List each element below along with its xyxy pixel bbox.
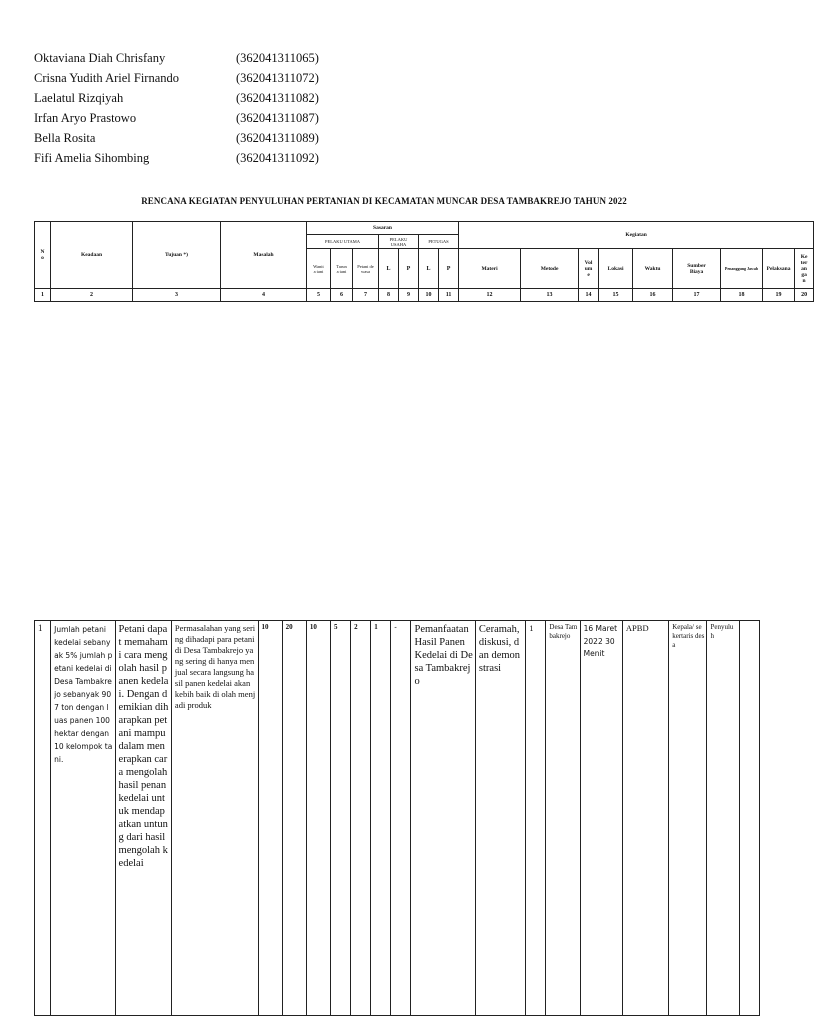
taruna-tani-header: Taruna tani: [331, 249, 353, 289]
row-number: 1: [35, 621, 51, 1016]
volume-cell: 1: [526, 621, 546, 1016]
sumber-biaya-header: Sumber Biaya: [673, 249, 721, 289]
wanita-tani-cell: 10: [258, 621, 282, 1016]
member-row: [34, 150, 454, 170]
column-number: 10: [419, 289, 439, 302]
column-number: 3: [133, 289, 221, 302]
member-row: [34, 90, 454, 110]
column-number: 14: [579, 289, 599, 302]
column-number: 19: [763, 289, 795, 302]
column-number: 15: [599, 289, 633, 302]
petani-dewasa-header: Petani dewasa: [353, 249, 379, 289]
usaha-p-cell: 2: [351, 621, 371, 1016]
member-row: [34, 50, 454, 70]
col-tujuan-header: Tujuan *): [133, 222, 221, 289]
waktu-cell: 16 Maret 2022 30 Menit: [580, 621, 622, 1016]
column-number: 13: [521, 289, 579, 302]
member-row: [34, 130, 454, 150]
column-number: 4: [221, 289, 307, 302]
usaha-l-cell: 5: [330, 621, 350, 1016]
member-name: Crisna Yudith Ariel Firnando: [34, 71, 180, 85]
member-name: Laelatul Rizqiyah: [34, 91, 124, 105]
lokasi-header: Lokasi: [599, 249, 633, 289]
column-number: 6: [331, 289, 353, 302]
keterangan-header: Keterangan: [795, 249, 814, 289]
member-id: (362041311065): [236, 51, 319, 65]
penanggung-jawab-header: Penanggung Jawab: [721, 249, 763, 289]
kegiatan-header: Kegiatan: [459, 222, 814, 249]
member-name: Irfan Aryo Prastowo: [34, 111, 137, 125]
column-number: 11: [439, 289, 459, 302]
petugas-p-cell: -: [391, 621, 411, 1016]
member-name: Fifi Amelia Sihombing: [34, 151, 150, 165]
usaha-p-header: P: [399, 249, 419, 289]
petugas-p-header: P: [439, 249, 459, 289]
masalah-cell: Permasalahan yang sering dihadapi para petani di Desa Tambakrejo yang sering di hanya menjual secara langsung hasil panen kedelai akan kebih baik di olah menjadi produk: [171, 621, 258, 1016]
metode-header: Metode: [521, 249, 579, 289]
column-number: 5: [307, 289, 331, 302]
column-number: 20: [795, 289, 814, 302]
plan-data-table: [34, 620, 760, 1016]
volume-header: Volume: [579, 249, 599, 289]
column-number: 7: [353, 289, 379, 302]
column-number: 9: [399, 289, 419, 302]
column-number-row: [35, 289, 814, 302]
member-id: (362041311072): [236, 71, 319, 85]
column-number: 16: [633, 289, 673, 302]
lokasi-cell: Desa Tambakrejo: [546, 621, 580, 1016]
column-number: 18: [721, 289, 763, 302]
petugas-l-cell: 1: [371, 621, 391, 1016]
petani-dewasa-cell: 10: [306, 621, 330, 1016]
pelaku-utama-header: PELAKU UTAMA: [307, 235, 379, 249]
member-id: (362041311082): [236, 91, 319, 105]
usaha-l-header: L: [379, 249, 399, 289]
keadaan-cell: Jumlah petani kedelai sebanyak 5% jumlah petani kedelai di Desa Tambakrejo sebanyak 907 ton dengan luas panen 100 hektar dengan 10 kelompok tani.: [51, 621, 115, 1016]
sumber-biaya-cell: APBD: [622, 621, 668, 1016]
column-number: 2: [51, 289, 133, 302]
column-number: 17: [673, 289, 721, 302]
penanggung-jawab-cell: Kepala/ sekertaris desa: [669, 621, 707, 1016]
waktu-header: Waktu: [633, 249, 673, 289]
document-title: RENCANA KEGIATAN PENYULUHAN PERTANIAN DI KECAMATAN MUNCAR DESA TAMBAKREJO TAHUN 2022: [141, 196, 627, 206]
member-id: (362041311087): [236, 111, 319, 125]
member-id: (362041311092): [236, 151, 319, 165]
column-number: 12: [459, 289, 521, 302]
member-row: [34, 110, 454, 130]
metode-cell: Ceramah, diskusi, dan demonstrasi: [475, 621, 525, 1016]
sasaran-header: Sasaran: [307, 222, 459, 235]
plan-header-table: [34, 221, 814, 302]
petugas-l-header: L: [419, 249, 439, 289]
col-no-header: No: [35, 222, 51, 289]
table-row: [35, 621, 760, 1016]
pelaksana-cell: Penyuluh: [707, 621, 739, 1016]
tujuan-cell: Petani dapat memahami cara mengolah hasil panen kedelai. Dengan demikian diharapkan petani mampu dalam menerapkan cara mengolah hasil penan kedelai untuk mendapatkan untung dari hasil mengolah kedelai: [115, 621, 171, 1016]
member-name: Bella Rosita: [34, 131, 96, 145]
member-name: Oktaviana Diah Chrisfany: [34, 51, 166, 65]
petugas-header: PETUGAS: [419, 235, 459, 249]
col-masalah-header: Masalah: [221, 222, 307, 289]
member-id: (362041311089): [236, 131, 319, 145]
member-row: [34, 70, 454, 90]
wanita-tani-header: Wanita tani: [307, 249, 331, 289]
member-list: [34, 50, 454, 170]
keterangan-cell: [739, 621, 759, 1016]
col-keadaan-header: Keadaan: [51, 222, 133, 289]
pelaku-usaha-header: PELAKU USAHA: [379, 235, 419, 249]
taruna-tani-cell: 20: [282, 621, 306, 1016]
column-number: 8: [379, 289, 399, 302]
materi-cell: Pemanfaatan Hasil Panen Kedelai di Desa Tambakrejo: [411, 621, 475, 1016]
materi-header: Materi: [459, 249, 521, 289]
pelaksana-header: Pelaksana: [763, 249, 795, 289]
column-number: 1: [35, 289, 51, 302]
